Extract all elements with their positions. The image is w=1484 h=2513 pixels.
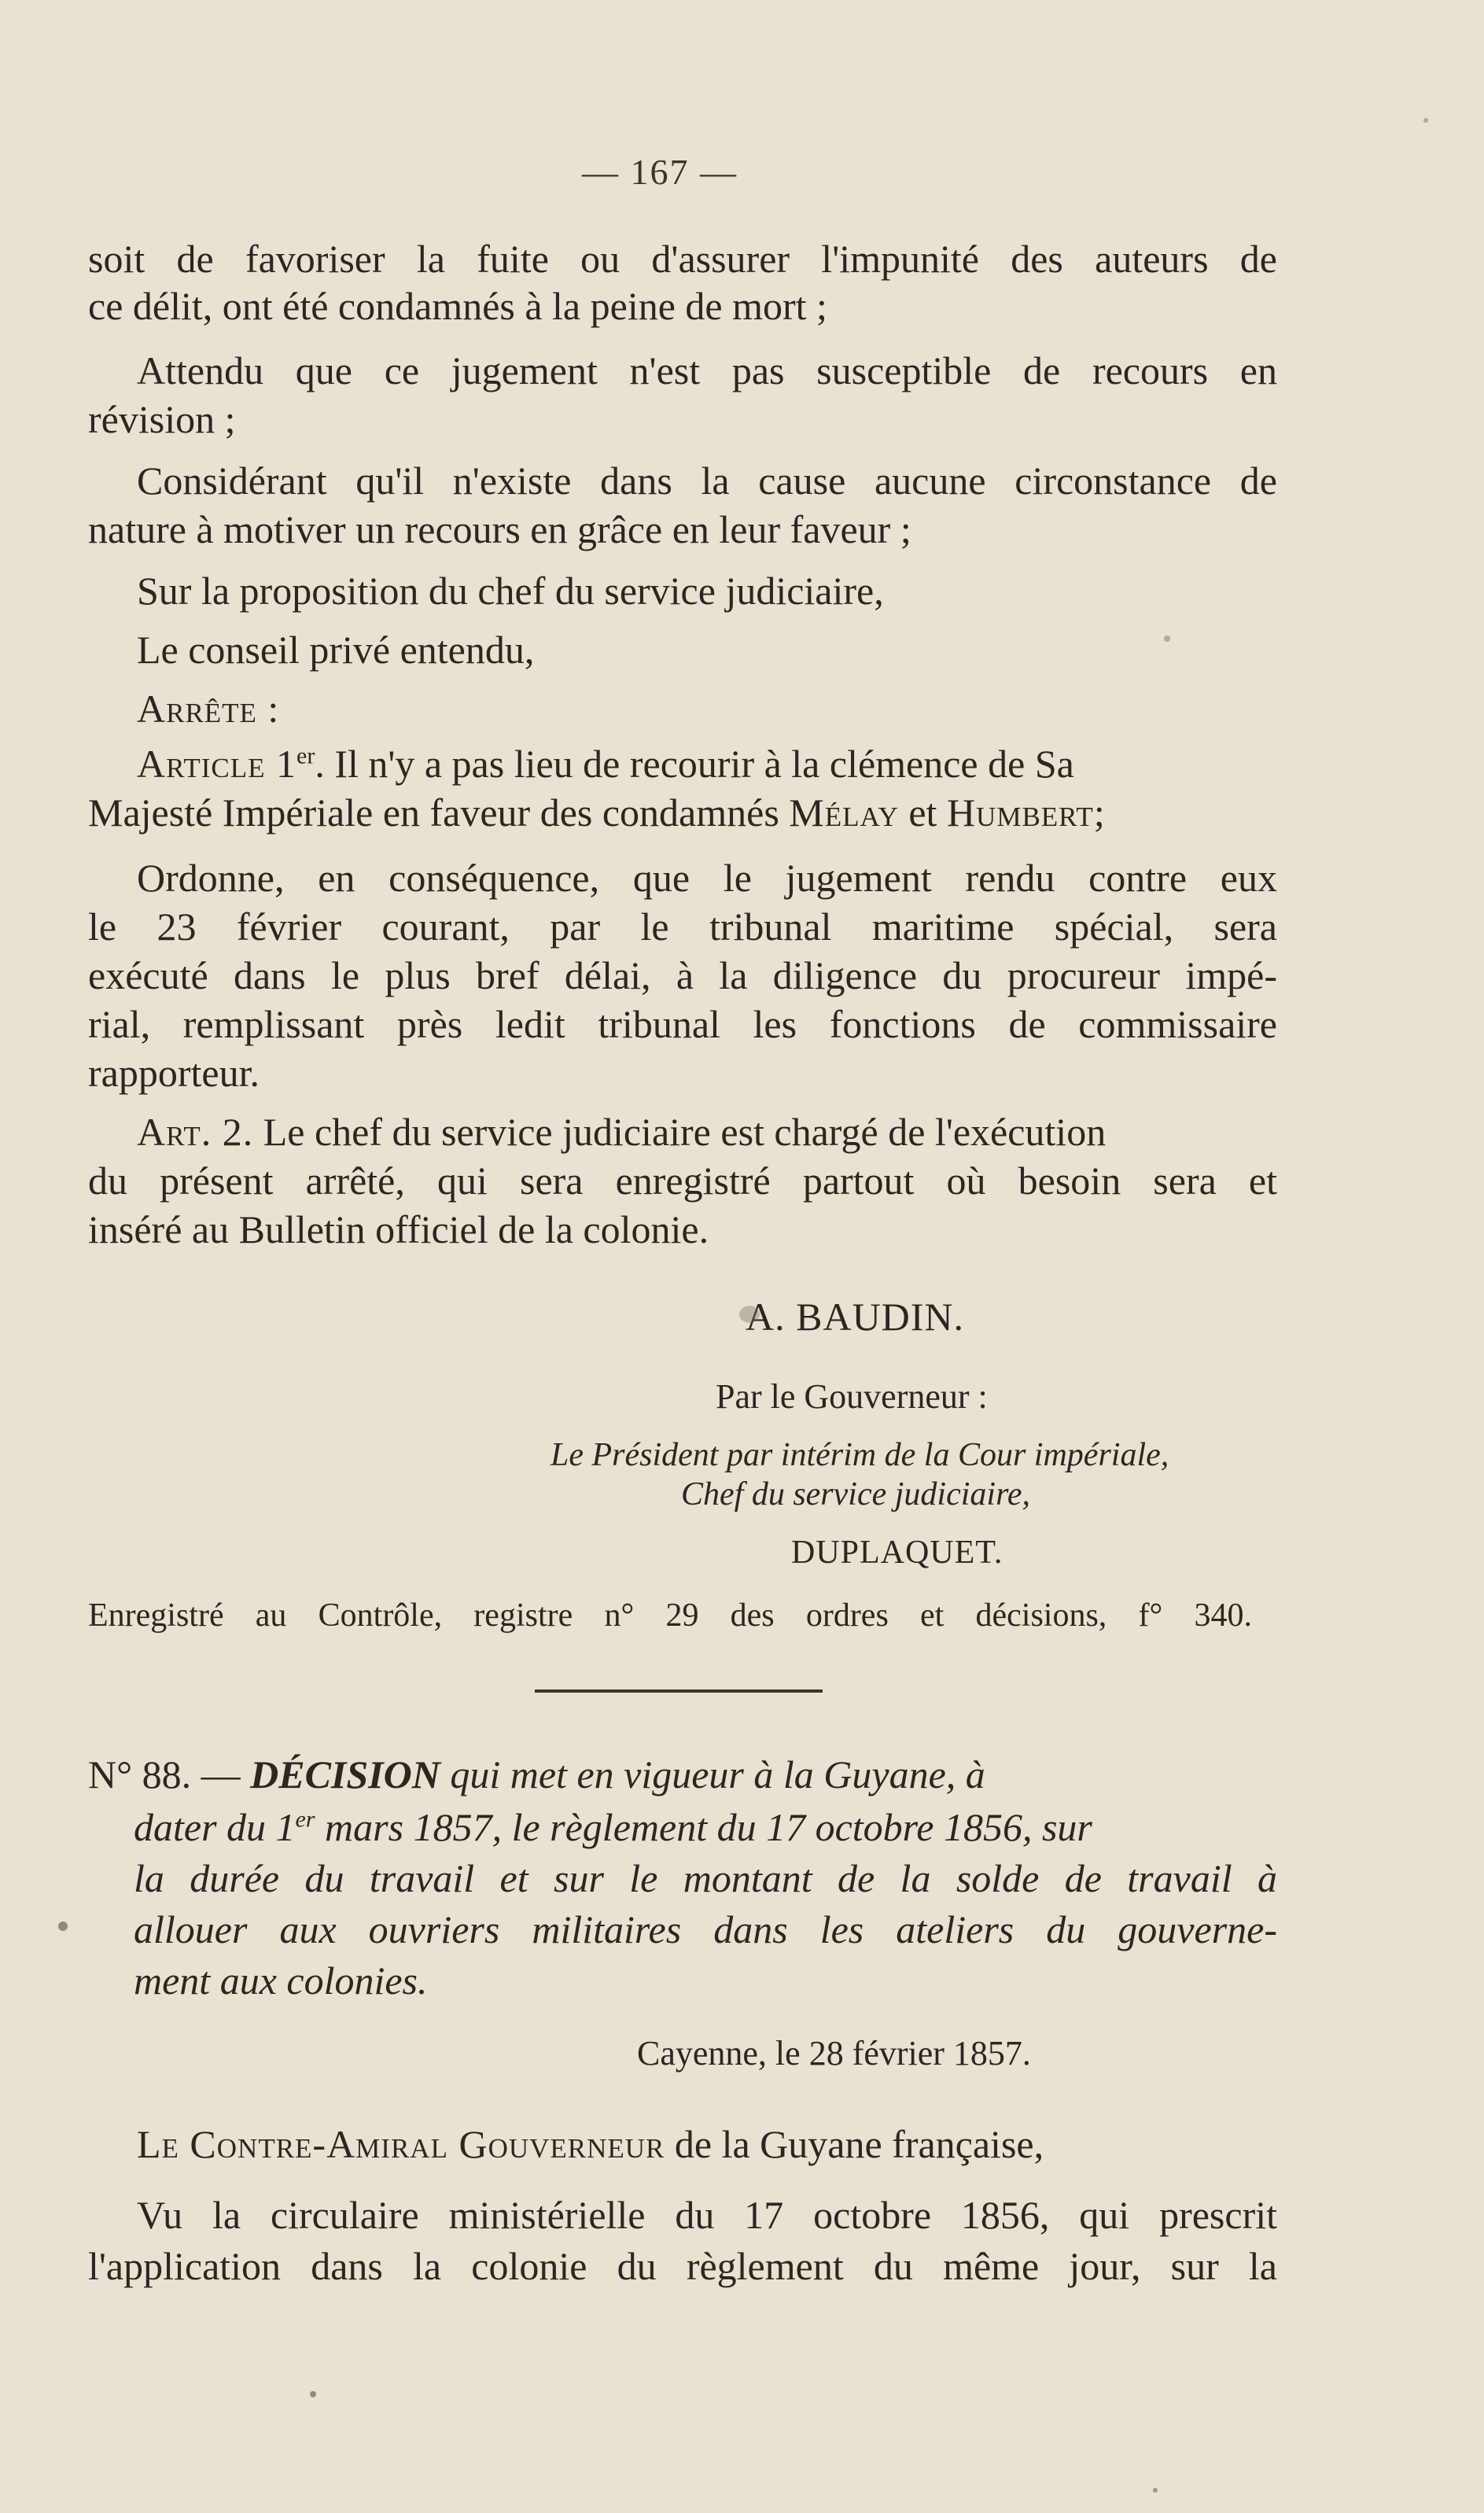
text-line: allouer aux ouvriers militaires dans les ateliers du gouverne- [134,1907,1277,1951]
decision-title: DÉCISION [250,1752,440,1796]
text-line: Ordonne, en conséquence, que le jugement rendu contre eux [137,856,1277,900]
text-span: de la Guyane française, [674,2122,1044,2166]
text-line: ce délit, ont été condamnés à la peine de mort ; [88,284,827,328]
decision-line2 [134,1803,1277,1852]
text-line: rial, remplissant près ledit tribunal les fonctions de commissaire [88,1002,1277,1046]
ink-speck [1164,636,1170,642]
text-span: ; [1093,790,1105,835]
decision-number: N° 88. — [88,1752,241,1796]
text-span: dater du 1 [134,1805,296,1849]
superscript: er [296,742,315,769]
text-line: la durée du travail et sur le montant de la solde de travail à [134,1856,1277,1900]
text-span: Majesté Impériale en faveur des condamnés [88,790,779,835]
name-melay: Mélay [789,790,899,835]
text-line: le 23 février courant, par le tribunal maritime spécial, sera [88,905,1277,949]
article-label: Article 1 [137,742,296,786]
text-line: Sur la proposition du chef du service judiciaire, [137,569,884,613]
text-line: Le conseil privé entendu, [137,628,535,672]
article2-line1 [137,1107,1277,1156]
section-divider [535,1689,823,1693]
text-line: du présent arrêté, qui sera enregistré partout où besoin sera et [88,1159,1277,1203]
superscript: er [295,1806,315,1833]
text-line: exécuté dans le plus bref délai, à la diligence du procureur impé- [88,953,1277,997]
ink-speck [310,2391,316,2397]
text-span: Le chef du service judiciaire est chargé de l'exécution [263,1110,1107,1154]
text-span: mars 1857, le règlement du 17 octobre 1856, sur [315,1805,1092,1849]
article-label: Art. 2. [137,1110,254,1154]
ink-speck [1423,118,1428,123]
text-span: et [908,790,937,835]
president-line1: Le Président par intérim de la Cour impériale, [551,1437,1169,1473]
article1-line1 [137,739,1277,788]
text-line: Considérant qu'il n'existe dans la cause aucune circonstance de [137,459,1277,503]
text-line: Vu la circulaire ministérielle du 17 octobre 1856, qui prescrit [137,2193,1277,2237]
signature-baudin: A. BAUDIN. [746,1295,965,1339]
arrete-heading: Arrête : [137,687,280,731]
page-number: — 167 — [582,152,738,192]
ink-speck [1153,2488,1158,2493]
text-line: ment aux colonies. [134,1958,428,2003]
decision-line1 [88,1750,1277,1799]
ink-speck [739,1306,760,1323]
text-line: révision ; [88,397,236,441]
text-line: soit de favoriser la fuite ou d'assurer l'impunité des auteurs de [88,237,1277,281]
president-line2: Chef du service judiciaire, [681,1476,1030,1513]
enregistre-line: Enregistré au Contrôle, registre n° 29 des ordres et décisions, f° 340. [88,1597,1252,1634]
place-date: Cayenne, le 28 février 1857. [637,2034,1031,2073]
text-line: rapporteur. [88,1051,260,1095]
text-line: inséré au Bulletin officiel de la colonie. [88,1207,709,1251]
contre-amiral-title: Le Contre-Amiral Gouverneur [137,2122,665,2166]
article1-line2 [88,788,1277,837]
text-line: l'application dans la colonie du règlement du même jour, sur la [88,2244,1277,2288]
text-span: . Il n'y a pas lieu de recourir à la clémence de Sa [315,742,1074,786]
ink-speck [58,1922,68,1931]
text-line: nature à motiver un recours en grâce en leur faveur ; [88,507,911,551]
name-humbert: Humbert [946,790,1094,835]
signature-duplaquet: DUPLAQUET. [791,1535,1003,1571]
contre-amiral-line [137,2120,1044,2168]
par-le-gouverneur: Par le Gouverneur : [716,1377,988,1416]
text-line: Attendu que ce jugement n'est pas susceptible de recours en [137,348,1277,392]
text-span: qui met en vigueur à la Guyane, à [450,1752,985,1796]
